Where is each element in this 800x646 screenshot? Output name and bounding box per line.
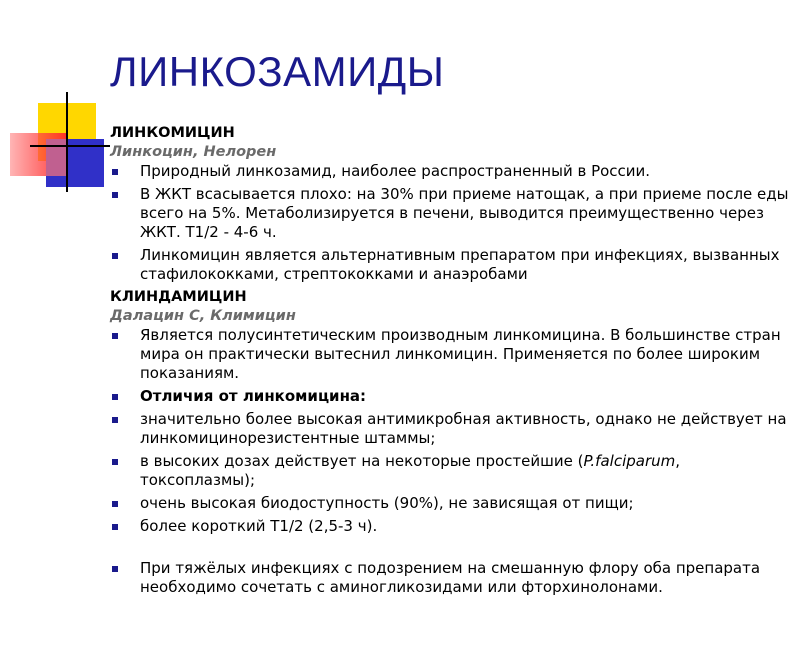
- brand-names-lincomycin: Линкоцин, Нелорен: [110, 144, 277, 160]
- decor-horizontal-line: [30, 145, 110, 147]
- decor-vertical-line: [66, 92, 68, 192]
- list-item-differences-heading: Отличия от линкомицина:: [110, 387, 790, 406]
- brand-names-clindamycin: Далацин С, Климицин: [110, 308, 296, 324]
- list-item: Является полусинтетическим производным линкомицина. В большинстве стран мира он практически вытеснил линкомицин. Применяется по более широким показаниям.: [110, 326, 790, 383]
- list-item: В ЖКТ всасывается плохо: на 30% при приеме натощак, а при приеме после еды всего на 5%. Метаболизируется в печени, выводится преимущественно через ЖКТ. Т1/2 - 4-6 ч.: [110, 185, 790, 242]
- list-item: Природный линкозамид, наиболее распространенный в России.: [110, 162, 790, 181]
- lincomycin-list: [110, 162, 790, 284]
- list-item-final: При тяжёлых инфекциях с подозрением на смешанную флору оба препарата необходимо сочетать с аминогликозидами или фторхинолонами.: [110, 559, 790, 597]
- list-item: более короткий Т1/2 (2,5-3 ч).: [110, 517, 790, 536]
- list-item: значительно более высокая антимикробная активность, однако не действует на линкомицинорезистентные штаммы;: [110, 410, 790, 448]
- clindamycin-list: [110, 326, 790, 597]
- slide-content: [110, 124, 790, 601]
- section-heading-clindamycin: КЛИНДАМИЦИН: [110, 289, 247, 305]
- organism-name: P.falciparum: [583, 452, 676, 470]
- section-heading-lincomycin: ЛИНКОМИЦИН: [110, 125, 235, 141]
- list-item: Линкомицин является альтернативным препаратом при инфекциях, вызванных стафилококками, стрептококками и анаэробами: [110, 246, 790, 284]
- list-item: очень высокая биодоступность (90%), не зависящая от пищи;: [110, 494, 790, 513]
- slide-title: ЛИНКОЗАМИДЫ: [110, 48, 445, 95]
- text-segment: , токсоплазмы);: [140, 452, 681, 489]
- text-segment: в высоких дозах действует на некоторые простейшие (: [140, 452, 584, 470]
- list-item: [110, 452, 790, 490]
